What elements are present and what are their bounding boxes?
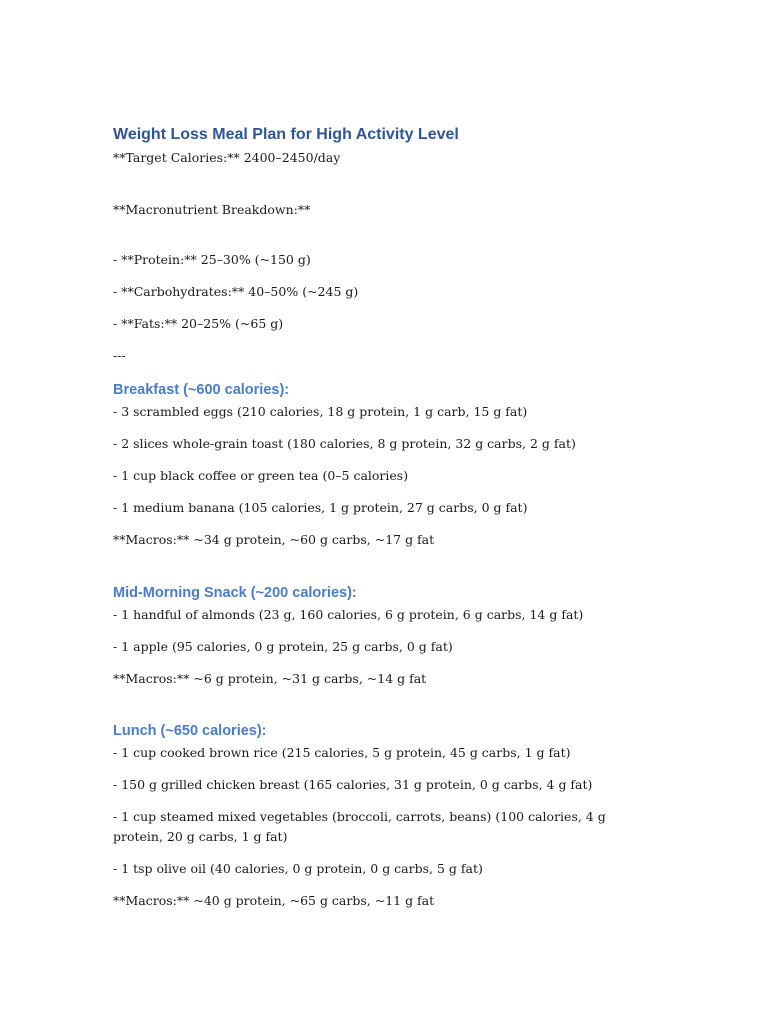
macro-fats: - **Fats:** 20–25% (~65 g) — [113, 316, 284, 331]
lunch-macros: **Macros:** ~40 g protein, ~65 g carbs, ~11 g fat — [113, 893, 435, 908]
breakfast-item: - 1 cup black coffee or green tea (0–5 calories) — [113, 468, 409, 483]
document-title: Weight Loss Meal Plan for High Activity Level — [113, 126, 459, 143]
document-page — [113, 0, 653, 1024]
lunch-item: - 1 cup cooked brown rice (215 calories, 5 g protein, 45 g carbs, 1 g fat) — [113, 745, 571, 760]
lunch-item: - 1 cup steamed mixed vegetables (broccoli, carrots, beans) (100 calories, 4 g protein, 20 g carbs, 1 g fat) — [113, 809, 606, 844]
breakfast-item: - 3 scrambled eggs (210 calories, 18 g protein, 1 g carb, 15 g fat) — [113, 404, 528, 419]
macro-protein: - **Protein:** 25–30% (~150 g) — [113, 252, 311, 267]
snack-macros: **Macros:** ~6 g protein, ~31 g carbs, ~14 g fat — [113, 671, 427, 686]
breakfast-item: - 2 slices whole-grain toast (180 calories, 8 g protein, 32 g carbs, 2 g fat) — [113, 436, 576, 451]
divider: --- — [113, 348, 126, 363]
breakfast-heading: Breakfast (~600 calories): — [113, 382, 290, 398]
target-calories: **Target Calories:** 2400–2450/day — [113, 150, 341, 165]
macro-carbohydrates: - **Carbohydrates:** 40–50% (~245 g) — [113, 284, 359, 299]
lunch-item: - 150 g grilled chicken breast (165 calories, 31 g protein, 0 g carbs, 4 g fat) — [113, 777, 593, 792]
macro-breakdown-heading: **Macronutrient Breakdown:** — [113, 202, 311, 217]
snack-heading: Mid-Morning Snack (~200 calories): — [113, 585, 357, 601]
breakfast-macros: **Macros:** ~34 g protein, ~60 g carbs, ~17 g fat — [113, 532, 435, 547]
lunch-heading: Lunch (~650 calories): — [113, 723, 267, 739]
snack-item: - 1 handful of almonds (23 g, 160 calories, 6 g protein, 6 g carbs, 14 g fat) — [113, 607, 584, 622]
snack-item: - 1 apple (95 calories, 0 g protein, 25 g carbs, 0 g fat) — [113, 639, 453, 654]
breakfast-item: - 1 medium banana (105 calories, 1 g protein, 27 g carbs, 0 g fat) — [113, 500, 528, 515]
lunch-item: - 1 tsp olive oil (40 calories, 0 g protein, 0 g carbs, 5 g fat) — [113, 861, 483, 876]
